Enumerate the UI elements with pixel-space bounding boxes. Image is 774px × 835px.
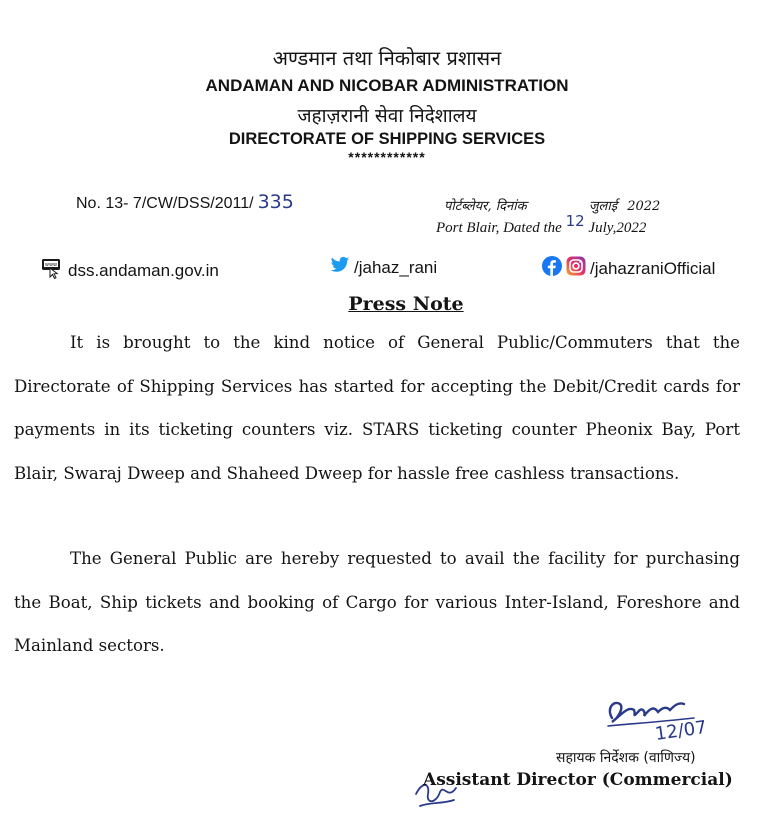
date-hindi-year: 2022 (627, 199, 661, 214)
designation-hindi: सहायक निर्देशक (वाणिज्य) (556, 750, 696, 766)
date-line-english (436, 212, 647, 237)
english-directorate-title: DIRECTORATE OF SHIPPING SERVICES (228, 130, 546, 148)
instagram-icon (566, 256, 586, 281)
twitter-handle[interactable]: /jahaz_rani (354, 257, 438, 277)
date-english-suffix: July,2022 (588, 220, 647, 236)
notice-paragraph-2: The General Public are hereby requested to avail the facility for purchasing the Boat, Ship tickets and booking of Cargo for various Inter-Island, Foreshore and Mainland sectors. (14, 549, 740, 656)
date-english-prefix: Port Blair, Dated the (436, 220, 562, 236)
signature-date-handwritten: 12/07 (653, 716, 709, 744)
english-administration-title: ANDAMAN AND NICOBAR ADMINISTRATION (205, 76, 569, 95)
hindi-directorate-title: जहाज़रानी सेवा निदेशालय (297, 105, 477, 127)
designation-english: Assistant Director (Commercial) (423, 770, 733, 790)
hindi-administration-title: अण्डमान तथा निकोबार प्रशासन (272, 46, 502, 70)
date-hindi-month: जुलाई (588, 199, 618, 214)
header-separator-stars: ************ (348, 149, 426, 165)
reference-number-prefix: No. 13- 7/CW/DSS/2011/ (76, 195, 254, 212)
reference-number (76, 191, 294, 213)
website-icon (40, 256, 64, 285)
svg-text:www: www (44, 262, 58, 268)
notice-paragraph-1: It is brought to the kind notice of General Public/Commuters that the Directorate of Shipping Services has started for accepting the Debit/Credit cards for payments in its ticketing counters viz. STARS ticketing counter Pheonix Bay, Port Blair, Swaraj Dweep and Shaheed Dweep for hassle free cashless transactions. (14, 333, 740, 483)
handwritten-signature (598, 688, 718, 749)
facebook-instagram-handle[interactable]: /jahazraniOfficial (590, 258, 716, 278)
date-day-handwritten: 12 (565, 212, 585, 230)
twitter-icon (330, 256, 350, 279)
press-note-title: Press Note (348, 293, 464, 315)
social-twitter[interactable] (330, 256, 437, 279)
date-line-hindi (444, 196, 660, 214)
social-facebook-instagram[interactable] (542, 256, 715, 281)
reference-number-handwritten: 335 (257, 191, 294, 213)
date-hindi-place: पोर्टब्लेयर, दिनांक (444, 199, 527, 214)
social-website[interactable] (40, 256, 219, 285)
facebook-icon (542, 256, 562, 281)
website-link[interactable]: dss.andaman.gov.in (68, 260, 219, 280)
